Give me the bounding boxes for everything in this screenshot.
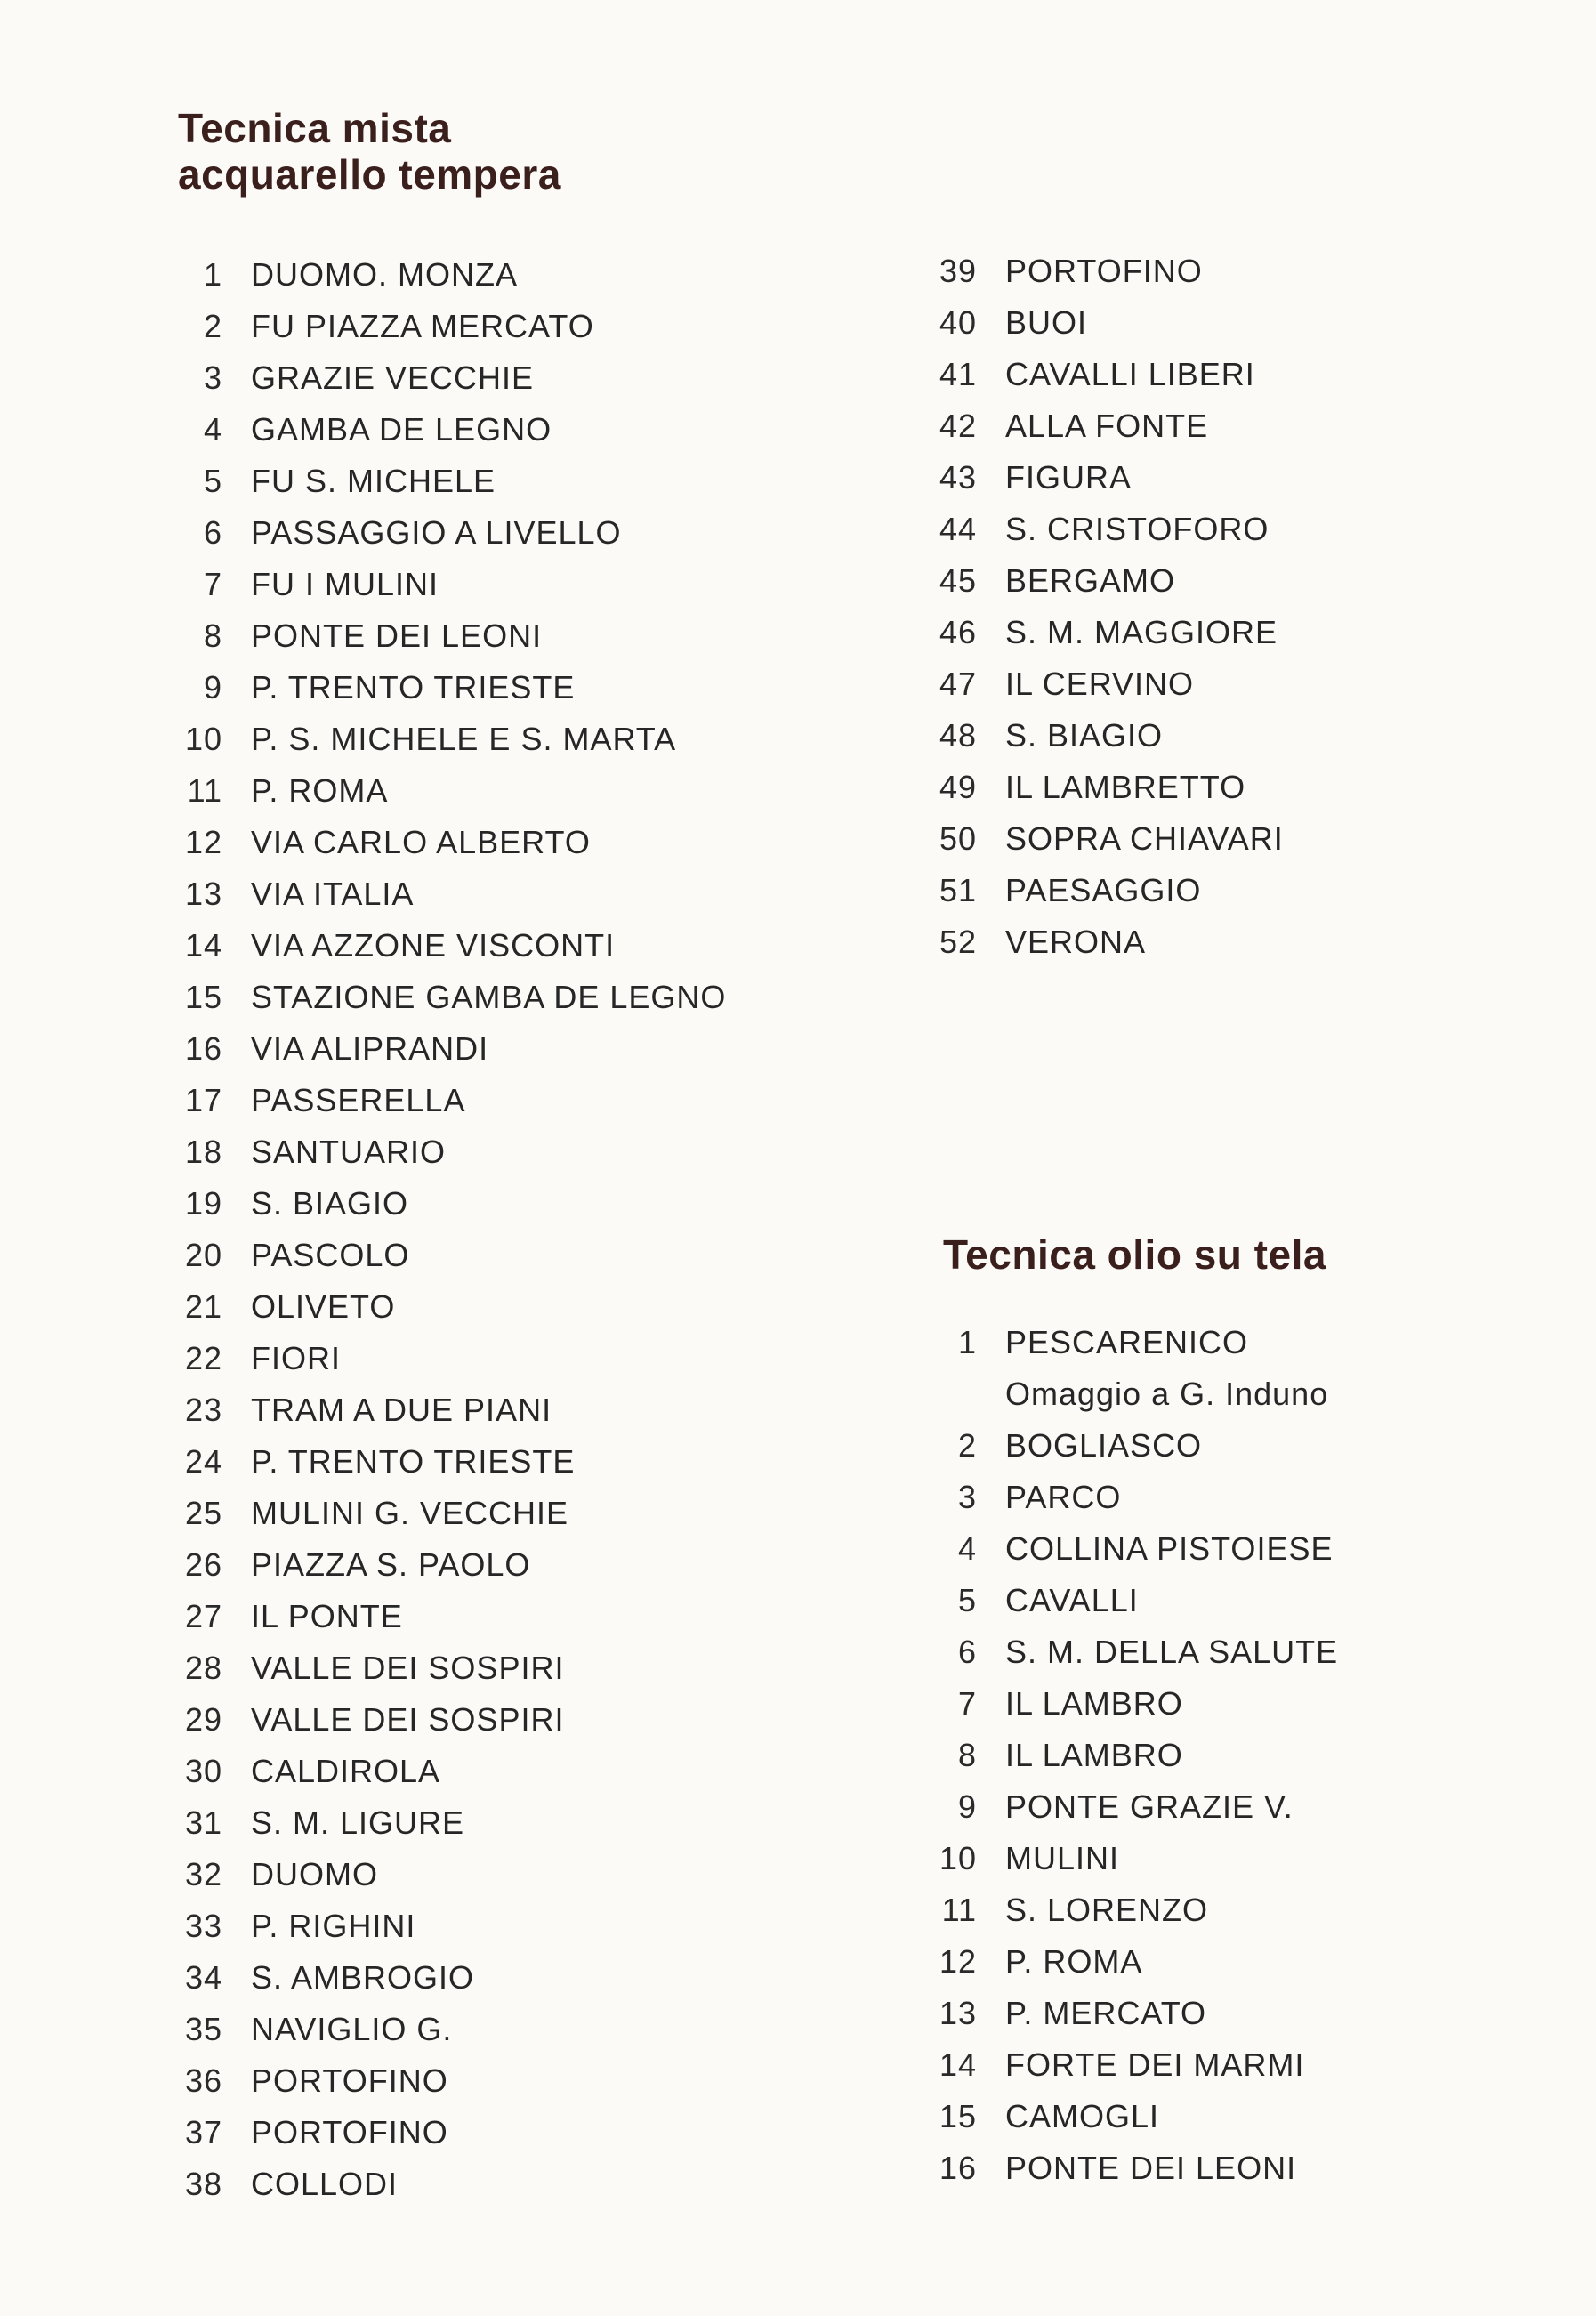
- artwork-number: 42: [939, 408, 977, 444]
- artwork-title: PONTE GRAZIE V.: [1005, 1788, 1294, 1825]
- artwork-title: IL CERVINO: [1005, 666, 1195, 702]
- artwork-number: 35: [184, 2011, 222, 2047]
- artwork-entry: [925, 1626, 1548, 1678]
- artwork-title: BERGAMO: [1005, 562, 1176, 599]
- artwork-entry: [171, 559, 794, 610]
- artwork-entry: [171, 714, 794, 765]
- artwork-entry: [925, 916, 1548, 968]
- artwork-entry: [171, 301, 794, 352]
- artwork-number: 17: [184, 1082, 222, 1118]
- artwork-number: 50: [939, 820, 977, 857]
- artwork-title: COLLINA PISTOIESE: [1005, 1530, 1334, 1567]
- artwork-number: 2: [957, 1427, 977, 1464]
- artwork-title: CAVALLI: [1005, 1582, 1139, 1618]
- artwork-entry: [925, 1523, 1548, 1575]
- artwork-number: 36: [184, 2062, 222, 2099]
- artwork-entry: [171, 662, 794, 714]
- artwork-title: S. BIAGIO: [251, 1185, 409, 1222]
- artwork-title: TRAM A DUE PIANI: [251, 1392, 552, 1428]
- artwork-entry: [171, 1900, 794, 1952]
- artwork-entry: [171, 1488, 794, 1539]
- artwork-number: 3: [957, 1479, 977, 1515]
- mixed-technique-list-column-1: [171, 249, 794, 2210]
- artwork-number: 33: [184, 1908, 222, 1944]
- artwork-number: 28: [184, 1650, 222, 1686]
- artwork-title: FU PIAZZA MERCATO: [251, 308, 594, 344]
- artwork-title: DUOMO: [251, 1856, 378, 1892]
- artwork-entry: [925, 1472, 1548, 1523]
- artwork-entry: [925, 1936, 1548, 1988]
- artwork-number: 30: [184, 1753, 222, 1789]
- artwork-number: 2: [203, 308, 222, 344]
- artwork-number: 47: [939, 666, 977, 702]
- artwork-entry: [171, 1126, 794, 1178]
- artwork-title: FIGURA: [1005, 459, 1133, 496]
- artwork-title: S. CRISTOFORO: [1005, 511, 1270, 547]
- artwork-title: S. AMBROGIO: [251, 1959, 475, 1996]
- artwork-number: 8: [203, 617, 222, 654]
- artwork-entry: [925, 1317, 1548, 1420]
- artwork-number: 11: [187, 772, 222, 809]
- artwork-number: 12: [184, 824, 222, 860]
- artwork-title: P. TRENTO TRIESTE: [251, 669, 576, 706]
- artwork-number: 41: [939, 356, 977, 392]
- artwork-entry: [171, 610, 794, 662]
- artwork-title: P. TRENTO TRIESTE: [251, 1443, 576, 1480]
- artwork-entry: [925, 2091, 1548, 2143]
- artwork-title: DUOMO. MONZA: [251, 256, 518, 293]
- artwork-number: 23: [184, 1392, 222, 1428]
- artwork-number: 4: [957, 1530, 977, 1567]
- artwork-entry: [171, 972, 794, 1023]
- artwork-entry: [171, 2107, 794, 2159]
- artwork-title: VIA ITALIA: [251, 876, 415, 912]
- artwork-entry: [171, 352, 794, 404]
- artwork-entry: [171, 507, 794, 559]
- artwork-title: PASSAGGIO A LIVELLO: [251, 514, 622, 551]
- artwork-number: 22: [184, 1340, 222, 1376]
- artwork-number: 9: [957, 1788, 977, 1825]
- artwork-title: OLIVETO: [251, 1288, 396, 1325]
- artwork-entry: [925, 1730, 1548, 1781]
- artwork-entry: [925, 1988, 1548, 2039]
- artwork-entry: [171, 1539, 794, 1591]
- artwork-title: S. BIAGIO: [1005, 717, 1164, 754]
- artwork-title: PASCOLO: [251, 1237, 410, 1273]
- artwork-title: BUOI: [1005, 304, 1088, 341]
- artwork-title: IL LAMBRETTO: [1005, 769, 1246, 805]
- artwork-entry: [925, 607, 1548, 658]
- artwork-entry: [925, 246, 1548, 297]
- mixed-technique-heading-line2: acquarello tempera: [178, 151, 561, 198]
- artwork-entry: [171, 817, 794, 868]
- artwork-number: 4: [203, 411, 222, 448]
- artwork-number: 10: [184, 721, 222, 757]
- artwork-number: 45: [939, 562, 977, 599]
- artwork-number: 51: [939, 872, 977, 908]
- artwork-number: 19: [184, 1185, 222, 1222]
- artwork-entry: [925, 1420, 1548, 1472]
- mixed-technique-heading-line1: Tecnica mista: [178, 105, 452, 151]
- artwork-number: 20: [184, 1237, 222, 1273]
- artwork-title: S. M. DELLA SALUTE: [1005, 1634, 1339, 1670]
- artwork-number: 32: [184, 1856, 222, 1892]
- artwork-entry: [171, 1746, 794, 1797]
- oil-technique-list: [925, 1317, 1548, 2194]
- artwork-entry: [171, 2004, 794, 2055]
- artwork-number: 38: [184, 2166, 222, 2202]
- artwork-number: 3: [203, 359, 222, 396]
- artwork-title: STAZIONE GAMBA DE LEGNO: [251, 979, 727, 1015]
- artwork-entry: [171, 1075, 794, 1126]
- artwork-entry: [171, 1849, 794, 1900]
- artwork-title: P. ROMA: [251, 772, 389, 809]
- artwork-title: PARCO: [1005, 1479, 1122, 1515]
- artwork-title: GRAZIE VECCHIE: [251, 359, 535, 396]
- artwork-title: FIORI: [251, 1340, 341, 1376]
- artwork-title: VALLE DEI SOSPIRI: [251, 1701, 565, 1738]
- artwork-entry: [171, 404, 794, 456]
- artwork-entry: [925, 710, 1548, 762]
- artwork-entry: [925, 813, 1548, 865]
- artwork-entry: [171, 1384, 794, 1436]
- artwork-title: PIAZZA S. PAOLO: [251, 1546, 531, 1583]
- artwork-entry: [925, 349, 1548, 400]
- artwork-title: MULINI G. VECCHIE: [251, 1495, 569, 1531]
- artwork-entry: [171, 1642, 794, 1694]
- artwork-entry: [925, 555, 1548, 607]
- artwork-entry: [925, 1678, 1548, 1730]
- artwork-title: VIA AZZONE VISCONTI: [251, 927, 616, 964]
- artwork-title: CALDIROLA: [251, 1753, 441, 1789]
- artwork-subtitle: Omaggio a G. Induno: [1005, 1376, 1329, 1412]
- artwork-title: PORTOFINO: [1005, 253, 1203, 289]
- artwork-entry: [171, 920, 794, 972]
- artwork-title: CAVALLI LIBERI: [1005, 356, 1255, 392]
- artwork-number: 14: [939, 2046, 977, 2083]
- artwork-number: 8: [957, 1737, 977, 1773]
- artwork-number: 15: [939, 2098, 977, 2134]
- artwork-entry: [925, 658, 1548, 710]
- artwork-title: SANTUARIO: [251, 1134, 447, 1170]
- artwork-title: VERONA: [1005, 924, 1147, 960]
- artwork-title: IL PONTE: [251, 1598, 403, 1634]
- artwork-entry: [925, 1884, 1548, 1936]
- artwork-title: PORTOFINO: [251, 2114, 448, 2151]
- artwork-title: P. MERCATO: [1005, 1995, 1207, 2031]
- artwork-title: COLLODI: [251, 2166, 399, 2202]
- artwork-entry: [171, 1023, 794, 1075]
- artwork-title: CAMOGLI: [1005, 2098, 1160, 2134]
- artwork-entry: [171, 249, 794, 301]
- artwork-title: IL LAMBRO: [1005, 1737, 1183, 1773]
- artwork-entry: [171, 2055, 794, 2107]
- artwork-title: P. S. MICHELE E S. MARTA: [251, 721, 677, 757]
- artwork-entry: [171, 1230, 794, 1281]
- artwork-number: 6: [957, 1634, 977, 1670]
- artwork-title: S. M. LIGURE: [251, 1804, 465, 1841]
- artwork-title: PONTE DEI LEONI: [251, 617, 543, 654]
- artwork-entry: [925, 1833, 1548, 1884]
- artwork-number: 24: [184, 1443, 222, 1480]
- artwork-number: 15: [184, 979, 222, 1015]
- artwork-entry: [925, 400, 1548, 452]
- artwork-entry: [171, 1333, 794, 1384]
- artwork-title: IL LAMBRO: [1005, 1685, 1183, 1722]
- artwork-title: FORTE DEI MARMI: [1005, 2046, 1305, 2083]
- mixed-technique-heading: [178, 105, 561, 198]
- artwork-number: 7: [957, 1685, 977, 1722]
- artwork-entry: [925, 297, 1548, 349]
- artwork-number: 13: [939, 1995, 977, 2031]
- artwork-number: 10: [939, 1840, 977, 1876]
- artwork-number: 37: [184, 2114, 222, 2151]
- artwork-entry: [171, 1797, 794, 1849]
- artwork-entry: [171, 1178, 794, 1230]
- artwork-title: MULINI: [1005, 1840, 1120, 1876]
- artwork-number: 1: [203, 256, 222, 293]
- artwork-number: 14: [184, 927, 222, 964]
- artwork-entry: [171, 868, 794, 920]
- artwork-number: 5: [957, 1582, 977, 1618]
- artwork-entry: [925, 1781, 1548, 1833]
- artwork-title: VIA CARLO ALBERTO: [251, 824, 591, 860]
- artwork-number: 29: [184, 1701, 222, 1738]
- artwork-title: FU S. MICHELE: [251, 463, 496, 499]
- artwork-number: 39: [939, 253, 977, 289]
- artwork-entry: [925, 1575, 1548, 1626]
- artwork-number: 34: [184, 1959, 222, 1996]
- artwork-title: PASSERELLA: [251, 1082, 466, 1118]
- artwork-number: 7: [203, 566, 222, 602]
- artwork-title: VALLE DEI SOSPIRI: [251, 1650, 565, 1686]
- artwork-title: P. ROMA: [1005, 1943, 1143, 1980]
- artwork-entry: [171, 2159, 794, 2210]
- artwork-number: 49: [939, 769, 977, 805]
- artwork-title: PAESAGGIO: [1005, 872, 1202, 908]
- artwork-number: 12: [939, 1943, 977, 1980]
- artwork-entry: [171, 456, 794, 507]
- artwork-number: 43: [939, 459, 977, 496]
- artwork-number: 52: [939, 924, 977, 960]
- oil-technique-heading: [943, 1231, 1326, 1278]
- artwork-number: 27: [184, 1598, 222, 1634]
- artwork-title: P. RIGHINI: [251, 1908, 416, 1944]
- artwork-entry: [925, 762, 1548, 813]
- artwork-title: NAVIGLIO G.: [251, 2011, 453, 2047]
- artwork-title: S. LORENZO: [1005, 1892, 1209, 1928]
- artwork-entry: [925, 865, 1548, 916]
- artwork-entry: [171, 1436, 794, 1488]
- artwork-entry: [171, 1281, 794, 1333]
- artwork-number: 25: [184, 1495, 222, 1531]
- artwork-number: 46: [939, 614, 977, 650]
- artwork-number: 13: [184, 876, 222, 912]
- artwork-title: GAMBA DE LEGNO: [251, 411, 552, 448]
- artwork-number: 26: [184, 1546, 222, 1583]
- artwork-number: 9: [203, 669, 222, 706]
- artwork-entry: [171, 1591, 794, 1642]
- artwork-number: 31: [184, 1804, 222, 1841]
- artwork-number: 1: [957, 1324, 977, 1360]
- artwork-entry: [171, 1952, 794, 2004]
- artwork-entry: [925, 2143, 1548, 2194]
- artwork-title: VIA ALIPRANDI: [251, 1030, 489, 1067]
- artwork-number: 6: [203, 514, 222, 551]
- artwork-number: 11: [941, 1892, 977, 1928]
- artwork-entry: [925, 452, 1548, 504]
- oil-technique-heading-text: Tecnica olio su tela: [943, 1231, 1326, 1278]
- artwork-number: 16: [939, 2150, 977, 2186]
- artwork-entry: [925, 504, 1548, 555]
- artwork-title: SOPRA CHIAVARI: [1005, 820, 1284, 857]
- artwork-number: 44: [939, 511, 977, 547]
- artwork-title: PESCARENICO: [1005, 1324, 1249, 1360]
- mixed-technique-list-column-2: [925, 246, 1548, 968]
- artwork-number: 40: [939, 304, 977, 341]
- artwork-title: FU I MULINI: [251, 566, 439, 602]
- artwork-number: 18: [184, 1134, 222, 1170]
- artwork-title: BOGLIASCO: [1005, 1427, 1203, 1464]
- artwork-entry: [171, 1694, 794, 1746]
- artwork-title: ALLA FONTE: [1005, 408, 1209, 444]
- artwork-number: 5: [203, 463, 222, 499]
- artwork-number: 21: [184, 1288, 222, 1325]
- artwork-entry: [925, 2039, 1548, 2091]
- artwork-title: PORTOFINO: [251, 2062, 448, 2099]
- artwork-title: S. M. MAGGIORE: [1005, 614, 1278, 650]
- artwork-title: PONTE DEI LEONI: [1005, 2150, 1297, 2186]
- artwork-number: 48: [939, 717, 977, 754]
- artwork-entry: [171, 765, 794, 817]
- artwork-number: 16: [184, 1030, 222, 1067]
